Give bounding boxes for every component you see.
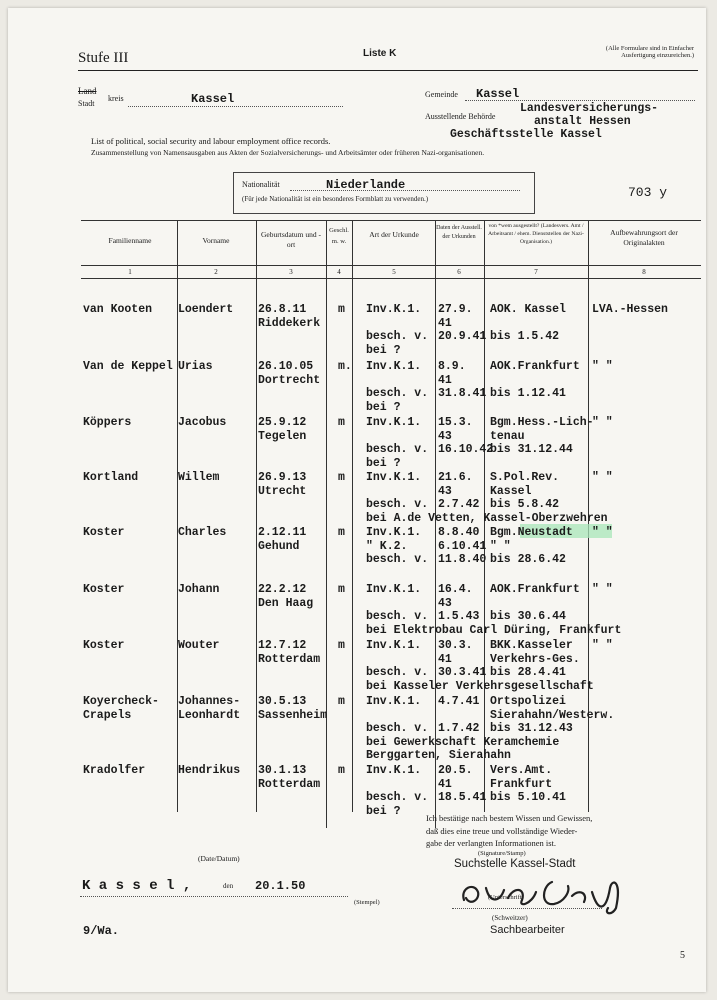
nationality-label: Nationalität (242, 180, 280, 189)
entry-surname: Kradolfer (83, 764, 146, 777)
entry-document: bei Kasseler Verkehrsgesellschaft (366, 679, 594, 693)
role-label: Sachbearbeiter (490, 924, 565, 936)
entry-birth: Den Haag (258, 596, 314, 610)
table-column-divider (326, 220, 327, 828)
entry-date: 8.9. (438, 360, 466, 373)
entry-surname: van Kooten (83, 303, 153, 316)
entry-first-name: Jacobus (178, 416, 227, 429)
nationality-note: (Für jede Nationalität ist ein besonderes Formblatt zu verwenden.) (242, 195, 429, 203)
entry-surname: Köppers (83, 416, 132, 429)
page-number: 5 (680, 950, 685, 961)
entry-first-name: Johannes- (178, 695, 241, 708)
entry-date: 2.7.42 (438, 498, 480, 512)
entry-document: besch. v. (366, 791, 429, 805)
col-num-3: 3 (289, 268, 293, 276)
entry-birth: 25.9.12 (258, 416, 307, 429)
entry-document: Inv.K.1. (366, 471, 422, 484)
entry-birth: 26.9.13 (258, 471, 307, 484)
entry-date: 16.4. (438, 583, 473, 596)
entry-surname: Koster (83, 583, 125, 596)
stufe-label: Stufe III (78, 50, 129, 66)
entry-issuer: bis 31.12.43 (490, 722, 573, 736)
entry-birth: 22.2.12 (258, 583, 307, 596)
entry-document: besch. v. (366, 387, 429, 401)
entry-date: 30.3. (438, 639, 473, 652)
entry-birth: 2.12.11 (258, 526, 307, 539)
entry-issuer: Bgm.Neustadt (490, 526, 573, 539)
liste-label: Liste K (363, 48, 397, 59)
col-num-7: 7 (534, 268, 538, 276)
entry-birth: Sassenheim (258, 708, 328, 722)
entry-issuer: bis 5.10.41 (490, 791, 566, 805)
entry-issuer: AOK.Frankfurt (490, 360, 580, 373)
entry-issuer: bis 28.4.41 (490, 666, 566, 680)
list-title-en: List of political, social security and labour employment office records. (91, 136, 331, 146)
den-label: den (223, 882, 234, 890)
gemeinde-value: Kassel (476, 87, 520, 101)
entry-date: 31.8.41 (438, 387, 487, 401)
stamp-number: 703 y (628, 185, 668, 200)
entry-document: " K.2. (366, 539, 408, 553)
handwritten-signature (456, 868, 636, 918)
entry-date: 41 (438, 316, 452, 330)
col-num-6: 6 (457, 268, 461, 276)
entry-date: 21.6. (438, 471, 473, 484)
signature-line (452, 908, 602, 909)
entry-document: Inv.K.1. (366, 764, 422, 777)
entry-document: bei Elektrobau Carl Düring, Frankfurt (366, 623, 622, 637)
entry-first-name: Urias (178, 360, 213, 373)
header-rule (78, 70, 698, 71)
entry-document: Inv.K.1. (366, 583, 422, 596)
entry-date: 4.7.41 (438, 695, 480, 708)
col-num-2: 2 (214, 268, 218, 276)
entry-first-name: Loendert (178, 303, 234, 316)
col-header-geburtsdatum: Geburtsdatum und -ort (261, 230, 321, 249)
entry-issuer: bis 31.12.44 (490, 443, 573, 457)
document-page (8, 8, 706, 992)
entry-date: 16.10.42 (438, 443, 494, 457)
entry-storage: " " (592, 471, 613, 484)
entry-birth: 26.10.05 (258, 360, 314, 373)
entry-issuer: bis 30.6.44 (490, 610, 566, 624)
entry-issuer: S.Pol.Rev. (490, 471, 560, 484)
entry-issuer: Verkehrs-Ges. (490, 652, 580, 666)
entry-document: Inv.K.1. (366, 526, 422, 539)
entry-first-name: Willem (178, 471, 220, 484)
entry-issuer: Bgm.Hess.-Lich- (490, 416, 594, 429)
entry-date: 20.9.41 (438, 330, 487, 344)
entry-sex: m (338, 471, 345, 484)
entry-issuer: bis 1.5.42 (490, 330, 560, 344)
entry-birth: Riddekerk (258, 316, 321, 330)
entry-issuer: Sierahahn/Westerw. (490, 708, 615, 722)
entry-document: bei ? (366, 343, 401, 357)
office-stamp: Suchstelle Kassel-Stadt (454, 858, 576, 870)
entry-date: 15.3. (438, 416, 473, 429)
entry-storage: " " (592, 639, 613, 652)
entry-sex: m (338, 526, 345, 539)
entry-document: Inv.K.1. (366, 639, 422, 652)
col-header-ausgestellt: von *wem ausgestellt? (Landesvers. Amt / Arbeitsamt / ehem. Dienststellen der Nazi-Organisation.) (488, 223, 584, 245)
table-column-divider (352, 220, 353, 812)
entry-issuer: tenau (490, 429, 525, 443)
entry-issuer: Ortspolizei (490, 695, 566, 708)
table-column-divider (256, 220, 257, 812)
col-header-aufbewahrung: Aufbewahrungsort der Originalakten (610, 228, 678, 247)
entry-first-name: Charles (178, 526, 227, 539)
col-num-8: 8 (642, 268, 646, 276)
entry-birth: Gehund (258, 539, 300, 553)
entry-document: Inv.K.1. (366, 416, 422, 429)
entry-document: besch. v. (366, 666, 429, 680)
table-header-rule (81, 265, 701, 266)
entry-document: besch. v. (366, 722, 429, 736)
behoerde-line3: Geschäftsstelle Kassel (450, 128, 602, 141)
stempel-label: (Stempel) (354, 899, 380, 906)
entry-sex: m. (338, 360, 352, 373)
entry-issuer: bis 28.6.42 (490, 553, 566, 567)
table-top-rule (81, 220, 701, 221)
entry-date: 27.9. (438, 303, 473, 316)
entry-date: 8.8.40 (438, 526, 480, 539)
entry-issuer: " " (490, 539, 511, 553)
gemeinde-label: Gemeinde (425, 90, 458, 99)
entry-birth: Dortrecht (258, 373, 321, 387)
entry-sex: m (338, 416, 345, 429)
entry-issuer: AOK. Kassel (490, 303, 566, 316)
entry-document: bei ? (366, 804, 401, 818)
entry-date: 1.5.43 (438, 610, 480, 624)
declaration-line-3: gabe der verlangten Informationen ist. (426, 838, 557, 848)
col-num-5: 5 (392, 268, 396, 276)
entry-date: 43 (438, 484, 452, 498)
entry-storage: LVA.-Hessen (592, 303, 668, 316)
entry-date: 20.5. (438, 764, 473, 777)
entry-issuer: Kassel (490, 484, 532, 498)
declaration-line-2: daß dies eine treue und vollständige Wieder- (426, 825, 578, 836)
entry-first-name: Leonhardt (178, 708, 241, 722)
form-note: (Alle Formulare sind in Einfacher Ausfertigung einzureichen.) (605, 45, 694, 59)
entry-date: 43 (438, 429, 452, 443)
entry-birth: 30.1.13 (258, 764, 307, 777)
entry-date: 18.5.41 (438, 791, 487, 805)
entry-issuer: bis 5.8.42 (490, 498, 560, 512)
entry-birth: 30.5.13 (258, 695, 307, 708)
entry-first-name: Hendrikus (178, 764, 241, 777)
entry-issuer: Frankfurt (490, 777, 553, 791)
entry-sex: m (338, 764, 345, 777)
date-label: (Date/Datum) (198, 854, 240, 863)
entry-birth: Tegelen (258, 429, 307, 443)
col-header-geschlecht: Geschl. m. w. (329, 227, 349, 245)
unterschrift-label: (Unterschrift) (488, 894, 524, 901)
entry-issuer: AOK.Frankfurt (490, 583, 580, 596)
entry-storage: " " (592, 416, 613, 429)
declaration-line-1: Ich bestätige nach bestem Wissen und Gewissen, (426, 813, 593, 823)
entry-surname: Koyercheck- (83, 695, 159, 708)
entry-sex: m (338, 695, 345, 708)
entry-surname: Kortland (83, 471, 139, 484)
entry-document: Inv.K.1. (366, 303, 422, 316)
kreis-line (128, 106, 343, 107)
entry-birth: 26.8.11 (258, 303, 307, 316)
entry-document: Inv.K.1. (366, 695, 422, 708)
entry-birth: Rotterdam (258, 777, 321, 791)
col-num-1: 1 (128, 268, 132, 276)
list-title-de: Zusammenstellung von Namensausgaben aus Akten der Sozialversicherungs- und Arbeitsämter oder früheren Nazi-organisationen. (91, 148, 485, 157)
entry-issuer: Vers.Amt. (490, 764, 553, 777)
entry-sex: m (338, 303, 345, 316)
name-hint: (Schweitzer) (492, 914, 528, 922)
table-number-rule (81, 278, 701, 279)
entry-birth: 12.7.12 (258, 639, 307, 652)
signature-label: (Signature/Stamp) (478, 850, 526, 857)
entry-issuer: BKK.Kasseler (490, 639, 573, 652)
entry-surname: Koster (83, 639, 125, 652)
kreis-value: Kassel (191, 92, 235, 106)
entry-date: 11.8.40 (438, 553, 487, 567)
entry-date: 41 (438, 777, 452, 791)
entry-birth: Utrecht (258, 484, 307, 498)
entry-date: 41 (438, 373, 452, 387)
entry-document: besch. v. (366, 330, 429, 344)
entry-surname: Crapels (83, 708, 132, 722)
entry-date: 41 (438, 652, 452, 666)
entry-document: Berggarten, Sierahahn (366, 749, 511, 763)
entry-storage: " " (592, 583, 613, 596)
stadt-label: Stadt (78, 99, 95, 108)
entry-surname: Van de Keppel (83, 360, 173, 373)
entry-document: bei Gewerkschaft Keramchemie (366, 735, 560, 749)
entry-sex: m (338, 639, 345, 652)
entry-document: Inv.K.1. (366, 360, 422, 373)
entry-document: bei ? (366, 456, 401, 470)
entry-first-name: Johann (178, 583, 220, 596)
place-value: K a s s e l , (82, 878, 192, 894)
entry-date: 6.10.41 (438, 539, 487, 553)
entry-document: besch. v. (366, 498, 429, 512)
kreis-label: kreis (108, 94, 124, 103)
entry-sex: m (338, 583, 345, 596)
col-header-familienname: Familienname (108, 236, 152, 245)
entry-first-name: Wouter (178, 639, 220, 652)
behoerde-line1: Landesversicherungs- (520, 102, 659, 115)
behoerde-label: Ausstellende Behörde (425, 112, 496, 121)
entry-storage: " " (592, 360, 613, 373)
land-label: Land (78, 86, 97, 96)
date-value: 20.1.50 (255, 879, 306, 893)
col-header-vorname: Vorname (202, 236, 230, 245)
entry-surname: Koster (83, 526, 125, 539)
col-num-4: 4 (337, 268, 341, 276)
entry-document: besch. v. (366, 553, 429, 567)
entry-document: bei A.de Vetten, Kassel-Oberzwehren (366, 511, 608, 525)
behoerde-line2: anstalt Hessen (534, 115, 631, 128)
entry-document: besch. v. (366, 443, 429, 457)
entry-date: 43 (438, 596, 452, 610)
entry-storage: " " (592, 526, 613, 539)
reference-code: 9/Wa. (83, 924, 120, 938)
entry-issuer: bis 1.12.41 (490, 387, 566, 401)
entry-date: 30.3.41 (438, 666, 487, 680)
col-header-daten: Daten der Ausstell. der Urkunden (436, 225, 482, 240)
date-line (80, 896, 348, 897)
entry-document: bei ? (366, 400, 401, 414)
entry-birth: Rotterdam (258, 652, 321, 666)
col-header-urkunde: Art der Urkunde (369, 230, 419, 239)
declaration (426, 812, 592, 850)
entry-date: 1.7.42 (438, 722, 480, 736)
entry-document: besch. v. (366, 610, 429, 624)
nationality-value: Niederlande (326, 178, 406, 192)
